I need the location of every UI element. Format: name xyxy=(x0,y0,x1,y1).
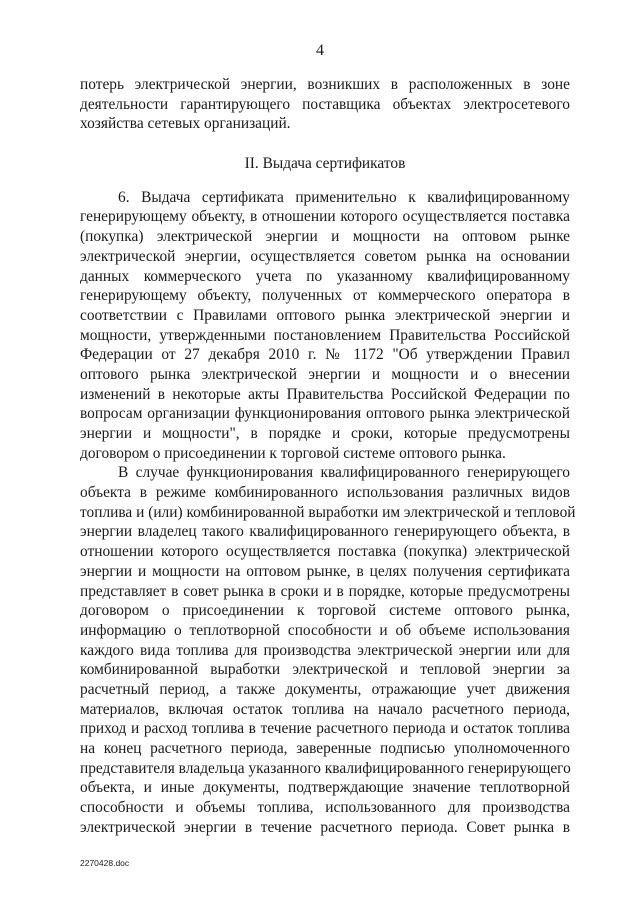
document-body xyxy=(80,75,576,837)
text-line: информацию о теплотворной способности и об объеме использования xyxy=(80,621,570,639)
text-line: энергии владелец такого квалифицированного генерирующего объекта, в xyxy=(80,523,570,541)
text-line: деятельности гарантирующего поставщика объектах электросетевого xyxy=(80,95,570,113)
text-line: отношении которого осуществляется поставка (покупка) электрической xyxy=(80,543,570,561)
paragraph-6 xyxy=(80,188,570,464)
intro-paragraph xyxy=(80,75,570,134)
section-heading: II. Выдача сертификатов xyxy=(244,155,406,173)
text-line: представляет в совет рынка в сроки и в порядке, которые предусмотрены xyxy=(80,582,570,600)
text-line: представителя владельца указанного квалифицированного генерирующего xyxy=(80,759,571,777)
text-line: 6. Выдача сертификата применительно к квалифицированному xyxy=(118,188,570,206)
text-line: хозяйства сетевых организаций. xyxy=(80,115,291,133)
text-line: электрической энергии, осуществляется советом рынка на основании xyxy=(80,247,570,265)
text-line: способности и объемы топлива, использованного для производства xyxy=(80,799,570,817)
text-line: (покупка) электрической энергии и мощности на оптовом рынке xyxy=(80,228,570,246)
text-line: вопросам организации функционирования оптового рынка электрической xyxy=(80,405,570,423)
text-line: изменений в некоторые акты Правительства Российской Федерации по xyxy=(80,385,570,403)
text-line: генерирующему объекту, полученных от коммерческого оператора в xyxy=(80,287,570,305)
text-line: расчетный период, а также документы, отражающие учет движения xyxy=(80,680,570,698)
text-line: договором о присоединении к торговой системе оптового рынка, xyxy=(80,602,570,620)
text-line: генерирующему объекту, в отношении которого осуществляется поставка xyxy=(80,208,570,226)
text-line: энергии и мощности", в порядке и сроки, которые предусмотрены xyxy=(80,425,570,442)
text-line: оптового рынка электрической энергии и мощности и о внесении xyxy=(80,365,570,383)
text-line: энергии и мощности на оптовом рынке, в целях получения сертификата xyxy=(80,562,570,580)
text-line: соответствии с Правилами оптового рынка электрической энергии и xyxy=(80,306,570,324)
text-line: Федерации от 27 декабря 2010 г. № 1172 "Об утверждении Правил xyxy=(80,346,570,364)
text-line: данных коммерческого учета по указанному квалифицированному xyxy=(80,267,570,285)
text-line: на конец расчетного периода, заверенные подписью уполномоченного xyxy=(80,740,570,757)
paragraph-fuel xyxy=(80,463,576,837)
document-filename-footer: 2270428.doc xyxy=(80,858,130,868)
text-line: материалов, включая остаток топлива на начало расчетного периода, xyxy=(80,700,570,718)
text-line: комбинированной выработки электрической и тепловой энергии за xyxy=(80,661,570,679)
text-line: топлива и (или) комбинированной выработки им электрической и тепловой xyxy=(80,503,576,521)
text-line: каждого вида топлива для производства электрической энергии или для xyxy=(80,641,570,659)
page-number: 4 xyxy=(316,42,324,59)
text-line: приход и расход топлива в течение расчетного периода и остаток топлива xyxy=(80,720,570,738)
text-line: договором о присоединении к торговой системе оптового рынка. xyxy=(80,444,506,462)
text-line: мощности, утвержденными постановлением Правительства Российской xyxy=(80,326,570,344)
text-line: объекта, и иные документы, подтверждающие значение теплотворной xyxy=(80,779,570,797)
text-line: электрической энергии в течение расчетного периода. Совет рынка в xyxy=(80,818,570,836)
text-line: потерь электрической энергии, возникших в расположенных в зоне xyxy=(80,76,570,93)
text-line: В случае функционирования квалифицированного генерирующего xyxy=(118,464,570,482)
text-line: объекта в режиме комбинированного использования различных видов xyxy=(80,484,570,502)
